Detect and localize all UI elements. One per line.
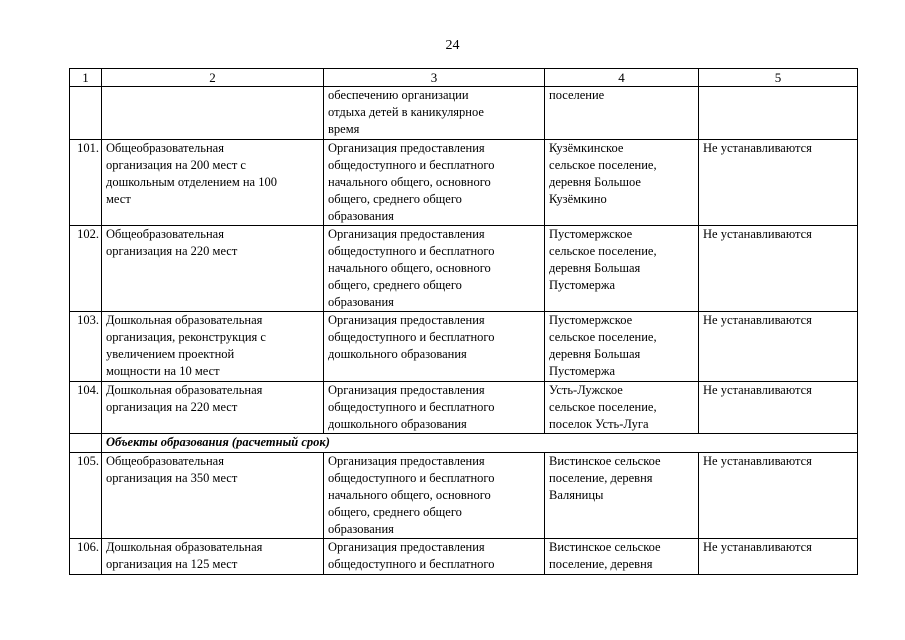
section-number-cell	[70, 434, 102, 453]
object-name-cell: Дошкольная образовательная организация на 220 мест	[102, 382, 324, 434]
table-row	[70, 539, 858, 575]
header-cell-4: 4	[545, 69, 699, 87]
table-row	[70, 312, 858, 382]
zone-cell: Не устанавливаются	[699, 312, 858, 382]
zone-cell: Не устанавливаются	[699, 539, 858, 575]
header-cell-5: 5	[699, 69, 858, 87]
table-row	[70, 453, 858, 539]
location-cell: Вистинское сельское поселение, деревня	[545, 539, 699, 575]
purpose-cell: Организация предоставления общедоступного и бесплатного	[324, 539, 545, 575]
table-row	[70, 226, 858, 312]
location-cell: Вистинское сельское поселение, деревня Валяницы	[545, 453, 699, 539]
object-name-cell	[102, 87, 324, 140]
object-name-cell: Общеобразовательная организация на 350 мест	[102, 453, 324, 539]
table-row	[70, 140, 858, 226]
object-name-cell: Общеобразовательная организация на 220 мест	[102, 226, 324, 312]
row-number	[70, 87, 102, 140]
header-cell-3: 3	[324, 69, 545, 87]
table-row	[70, 87, 858, 140]
purpose-cell: обеспечению организации отдыха детей в каникулярное время	[324, 87, 545, 140]
row-number: 104.	[70, 382, 102, 434]
row-number: 101.	[70, 140, 102, 226]
objects-table	[69, 68, 858, 575]
header-cell-2: 2	[102, 69, 324, 87]
purpose-cell: Организация предоставления общедоступного и бесплатного дошкольного образования	[324, 312, 545, 382]
purpose-cell: Организация предоставления общедоступного и бесплатного начального общего, основного общего, среднего общего образования	[324, 453, 545, 539]
zone-cell: Не устанавливаются	[699, 226, 858, 312]
location-cell: Усть-Лужское сельское поселение, поселок Усть-Луга	[545, 382, 699, 434]
location-cell: поселение	[545, 87, 699, 140]
purpose-cell: Организация предоставления общедоступного и бесплатного начального общего, основного общего, среднего общего образования	[324, 226, 545, 312]
location-cell: Пустомержское сельское поселение, деревня Большая Пустомержа	[545, 312, 699, 382]
row-number: 102.	[70, 226, 102, 312]
header-cell-1: 1	[70, 69, 102, 87]
table-row	[70, 382, 858, 434]
page-number: 24	[445, 38, 460, 53]
section-row	[70, 434, 858, 453]
object-name-cell: Дошкольная образовательная организация, реконструкция с увеличением проектной мощности на 10 мест	[102, 312, 324, 382]
location-cell: Пустомержское сельское поселение, деревня Большая Пустомержа	[545, 226, 699, 312]
location-cell: Кузёмкинское сельское поселение, деревня Большое Кузёмкино	[545, 140, 699, 226]
zone-cell: Не устанавливаются	[699, 382, 858, 434]
purpose-cell: Организация предоставления общедоступного и бесплатного дошкольного образования	[324, 382, 545, 434]
zone-cell	[699, 87, 858, 140]
row-number: 105.	[70, 453, 102, 539]
zone-cell: Не устанавливаются	[699, 453, 858, 539]
section-title: Объекты образования (расчетный срок)	[102, 434, 858, 453]
zone-cell: Не устанавливаются	[699, 140, 858, 226]
row-number: 103.	[70, 312, 102, 382]
table-header-row	[70, 69, 858, 87]
object-name-cell: Общеобразовательная организация на 200 мест с дошкольным отделением на 100 мест	[102, 140, 324, 226]
object-name-cell: Дошкольная образовательная организация на 125 мест	[102, 539, 324, 575]
purpose-cell: Организация предоставления общедоступного и бесплатного начального общего, основного общего, среднего общего образования	[324, 140, 545, 226]
row-number: 106.	[70, 539, 102, 575]
